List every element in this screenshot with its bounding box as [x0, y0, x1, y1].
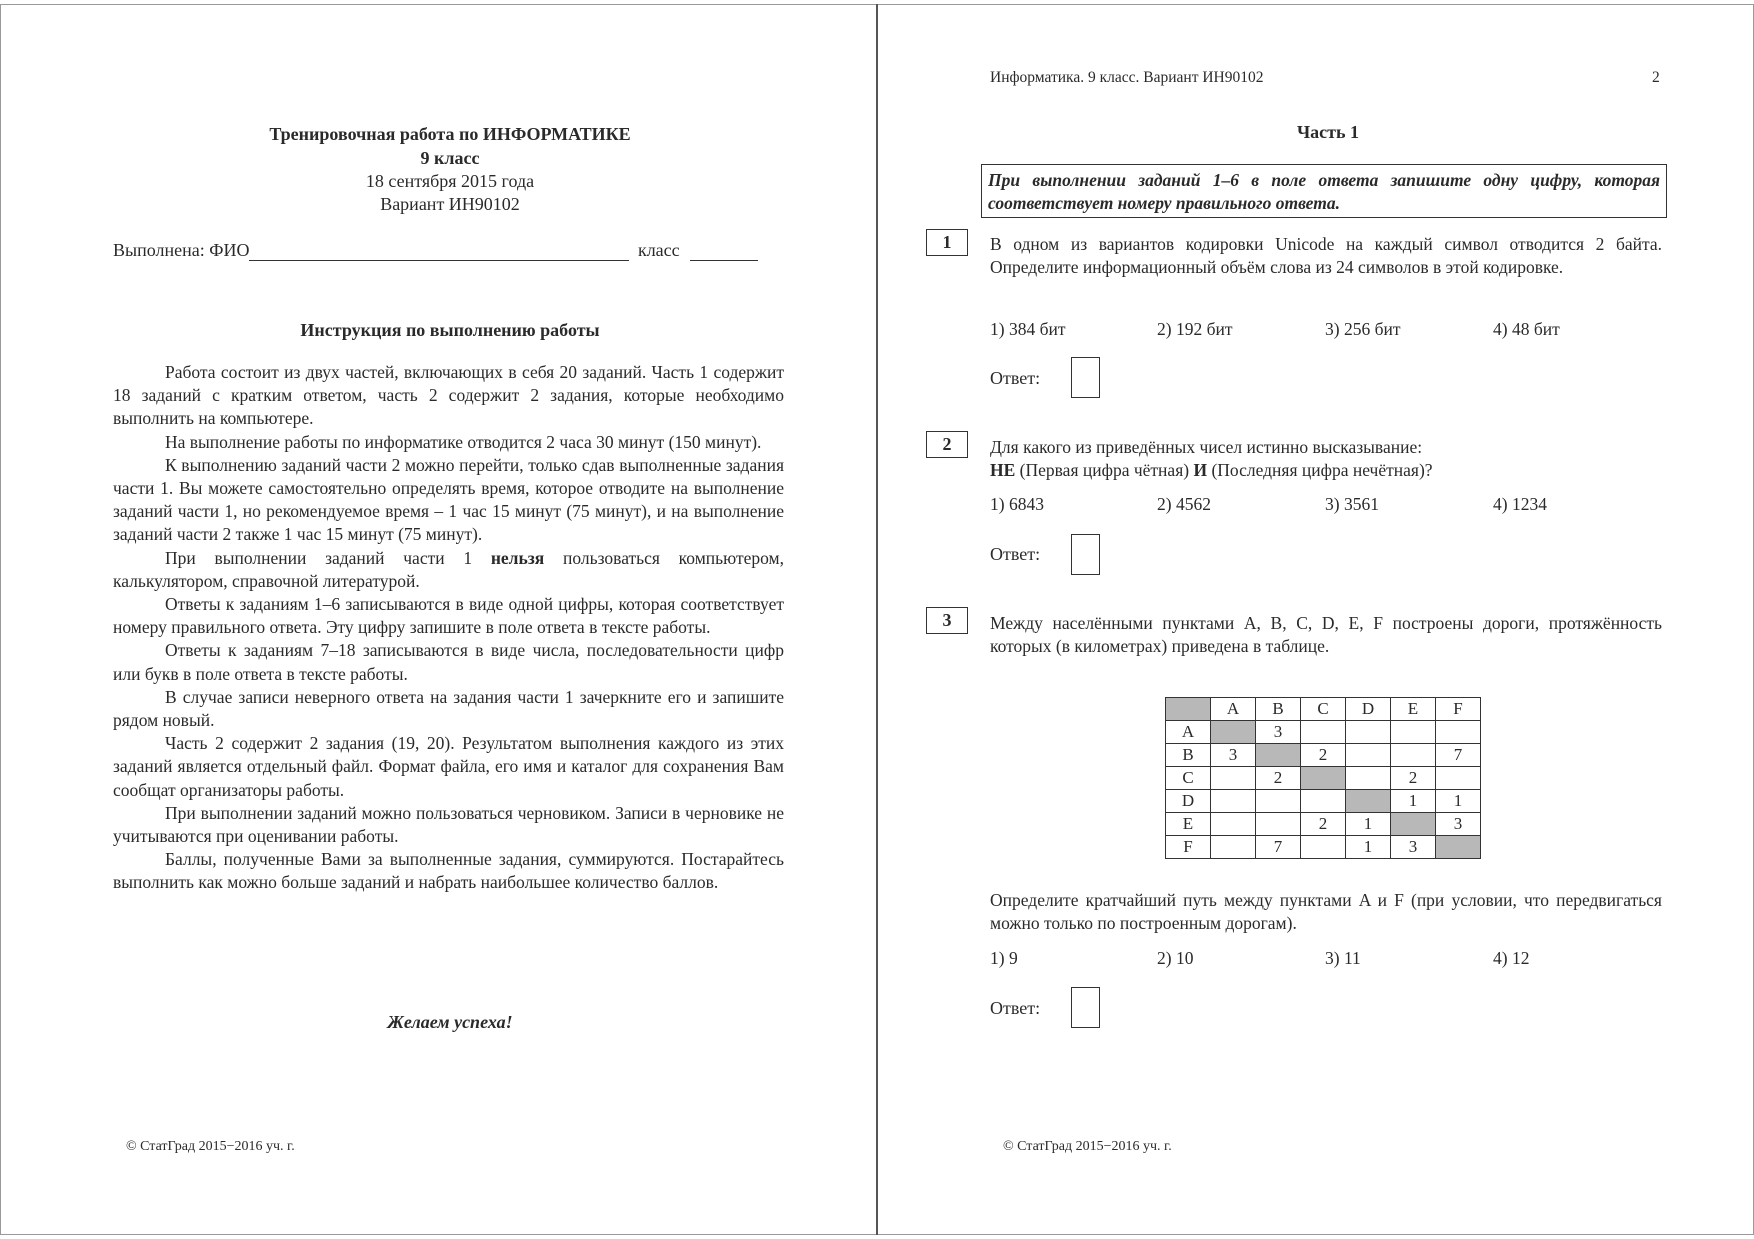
table-cell: 2	[1301, 813, 1346, 836]
answer-option: 4) 1234	[1493, 494, 1547, 514]
table-row	[1166, 790, 1481, 813]
paragraph-part: При выполнении заданий части 1	[165, 547, 473, 568]
table-cell	[1301, 790, 1346, 813]
table-cell: 1	[1346, 813, 1391, 836]
instruction-body	[113, 361, 784, 895]
table-row	[1166, 721, 1481, 744]
fio-field[interactable]	[249, 240, 629, 261]
page-1	[0, 0, 876, 1239]
table-row-header: E	[1166, 813, 1211, 836]
table-cell	[1211, 836, 1256, 859]
paragraph	[113, 547, 784, 593]
table-cell	[1346, 744, 1391, 767]
wish-text: Желаем успеха!	[387, 1012, 513, 1032]
class-field[interactable]	[690, 240, 758, 261]
variant-label: Вариант ИН90102	[380, 194, 520, 214]
grade-title: 9 класс	[420, 148, 480, 168]
table-row-header: C	[1166, 767, 1211, 790]
table-cell: 3	[1436, 813, 1481, 836]
answer-option: 3) 3561	[1325, 494, 1379, 514]
answer-option: 4) 48 бит	[1493, 319, 1560, 339]
table-cell	[1436, 767, 1481, 790]
table-header-cell: C	[1301, 698, 1346, 721]
answer-option: 1) 9	[990, 948, 1018, 968]
table-row	[1166, 813, 1481, 836]
table-cell: 2	[1391, 767, 1436, 790]
table-cell	[1301, 721, 1346, 744]
answer-label: Ответ:	[990, 544, 1041, 564]
table-cell: 1	[1346, 836, 1391, 859]
paragraph-part: пользоваться компьютером, калькулятором, справочной литературой.	[113, 547, 785, 591]
table-cell	[1301, 767, 1346, 790]
table-cell: 2	[1256, 767, 1301, 790]
fio-row	[113, 240, 758, 261]
running-head: Информатика. 9 класс. Вариант ИН90102	[990, 69, 1264, 86]
paragraph: К выполнению заданий части 2 можно перейти, только сдав выполненные задания части 1. Вы можете самостоятельно определять время, которое отводите на выполнение заданий части 1, но рекомендуемое время – 1 час 15 минут (75 минут), и на выполнение заданий части 2 также 1 час 15 минут (75 минут).	[113, 454, 784, 545]
question-text	[990, 436, 1662, 482]
work-title: Тренировочная работа по ИНФОРМАТИКЕ	[269, 124, 631, 144]
part-instruction-box: При выполнении заданий 1–6 в поле ответа запишите одну цифру, которая соответствует номеру правильного ответа.	[981, 164, 1667, 218]
table-cell	[1391, 813, 1436, 836]
emphasis-text: нельзя	[490, 547, 545, 568]
question-number: 3	[926, 607, 968, 634]
paragraph: На выполнение работы по информатике отводится 2 часа 30 минут (150 минут).	[165, 431, 762, 452]
answer-option: 2) 10	[1157, 948, 1194, 968]
question-text: В одном из вариантов кодировки Unicode на каждый символ отводится 2 байта. Определите информационный объём слова из 24 символов в этой кодировке.	[990, 234, 1662, 278]
paragraph: Ответы к заданиям 7–18 записываются в виде числа, последовательности цифр или букв в поле ответа в тексте работы.	[113, 640, 784, 684]
table-cell	[1346, 790, 1391, 813]
table-row-header: D	[1166, 790, 1211, 813]
table-cell	[1391, 744, 1436, 767]
question-text: Определите кратчайший путь между пунктами A и F (при условии, что передвигаться можно только по построенным дорогам).	[990, 890, 1662, 934]
paragraph: Работа состоит из двух частей, включающих в себя 20 заданий. Часть 1 содержит 18 заданий с кратким ответом, часть 2 содержит 2 задания, которые необходимо выполнить на компьютере.	[113, 362, 784, 429]
keyword-and: И	[1193, 460, 1208, 481]
answer-option: 2) 4562	[1157, 494, 1211, 514]
table-cell: 3	[1256, 721, 1301, 744]
table-cell: 3	[1211, 744, 1256, 767]
table-cell	[1436, 721, 1481, 744]
table-cell	[1211, 767, 1256, 790]
copyright-footer: © СтатГрад 2015−2016 уч. г.	[126, 1139, 295, 1154]
table-cell: 2	[1301, 744, 1346, 767]
table-cell: 7	[1256, 836, 1301, 859]
answer-box[interactable]	[1071, 987, 1100, 1028]
question-line: Для какого из приведённых чисел истинно высказывание:	[990, 437, 1423, 457]
question-text: Между населёнными пунктами A, B, C, D, E, F построены дороги, протяжённость которых (в километрах) приведена в таблице.	[990, 613, 1662, 657]
table-cell	[1211, 721, 1256, 744]
question-line	[990, 459, 1662, 482]
table-header-cell: A	[1211, 698, 1256, 721]
keyword-not: НЕ	[990, 460, 1016, 481]
table-header-cell: E	[1391, 698, 1436, 721]
table-cell	[1256, 744, 1301, 767]
table-cell	[1391, 721, 1436, 744]
instruction-heading: Инструкция по выполнению работы	[300, 320, 600, 340]
table-cell	[1256, 790, 1301, 813]
table-cell	[1256, 813, 1301, 836]
class-label: класс	[637, 240, 680, 260]
answer-label: Ответ:	[990, 368, 1041, 388]
question-number: 1	[926, 229, 968, 256]
table-row-header: B	[1166, 744, 1211, 767]
answer-option: 3) 11	[1325, 948, 1361, 968]
answer-option: 4) 12	[1493, 948, 1530, 968]
fio-label: Выполнена: ФИО	[113, 240, 250, 260]
condition-text: (Первая цифра чётная)	[1019, 460, 1190, 481]
table-header-row	[1166, 698, 1481, 721]
paragraph: В случае записи неверного ответа на задания части 1 зачеркните его и запишите рядом новый.	[113, 686, 784, 731]
page-number: 2	[1652, 69, 1660, 86]
table-header-cell: F	[1436, 698, 1481, 721]
table-cell: 1	[1391, 790, 1436, 813]
paragraph: Ответы к заданиям 1–6 записываются в виде одной цифры, которая соответствует номеру правильного ответа. Эту цифру запишите в поле ответа в тексте работы.	[113, 594, 784, 638]
table-cell	[1211, 813, 1256, 836]
table-cell	[1436, 836, 1481, 859]
table-header-cell: D	[1346, 698, 1391, 721]
question-number: 2	[926, 431, 968, 458]
table-cell	[1346, 767, 1391, 790]
table-row-header: F	[1166, 836, 1211, 859]
table-cell: 7	[1436, 744, 1481, 767]
table-row	[1166, 744, 1481, 767]
table-corner-cell	[1166, 698, 1211, 721]
answer-label: Ответ:	[990, 998, 1041, 1018]
work-date: 18 сентября 2015 года	[365, 171, 535, 191]
answer-option: 1) 384 бит	[990, 319, 1066, 339]
table-cell: 1	[1436, 790, 1481, 813]
answer-box[interactable]	[1071, 534, 1100, 575]
table-row	[1166, 836, 1481, 859]
answer-option: 2) 192 бит	[1157, 319, 1233, 339]
answer-option: 1) 6843	[990, 494, 1044, 514]
copyright-footer: © СтатГрад 2015−2016 уч. г.	[1003, 1139, 1172, 1154]
answer-box[interactable]	[1071, 357, 1100, 398]
condition-text: (Последняя цифра нечётная)?	[1211, 460, 1433, 481]
distance-table	[1165, 697, 1481, 859]
paragraph: Баллы, полученные Вами за выполненные задания, суммируются. Постарайтесь выполнить как можно больше заданий и набрать наибольшее количество баллов.	[113, 849, 784, 893]
answer-option: 3) 256 бит	[1325, 319, 1401, 339]
table-cell	[1346, 721, 1391, 744]
part-title: Часть 1	[1296, 122, 1360, 142]
paragraph: Часть 2 содержит 2 задания (19, 20). Результатом выполнения каждого из этих заданий является отдельный файл. Формат файла, его имя и каталог для сохранения Вам сообщат организаторы работы.	[113, 733, 784, 800]
paragraph: При выполнении заданий можно пользоваться черновиком. Записи в черновике не учитываются при оценивании работы.	[113, 802, 784, 847]
table-header-cell: B	[1256, 698, 1301, 721]
table-cell	[1301, 836, 1346, 859]
table-cell	[1211, 790, 1256, 813]
table-cell: 3	[1391, 836, 1436, 859]
table-row-header: A	[1166, 721, 1211, 744]
table-row	[1166, 767, 1481, 790]
